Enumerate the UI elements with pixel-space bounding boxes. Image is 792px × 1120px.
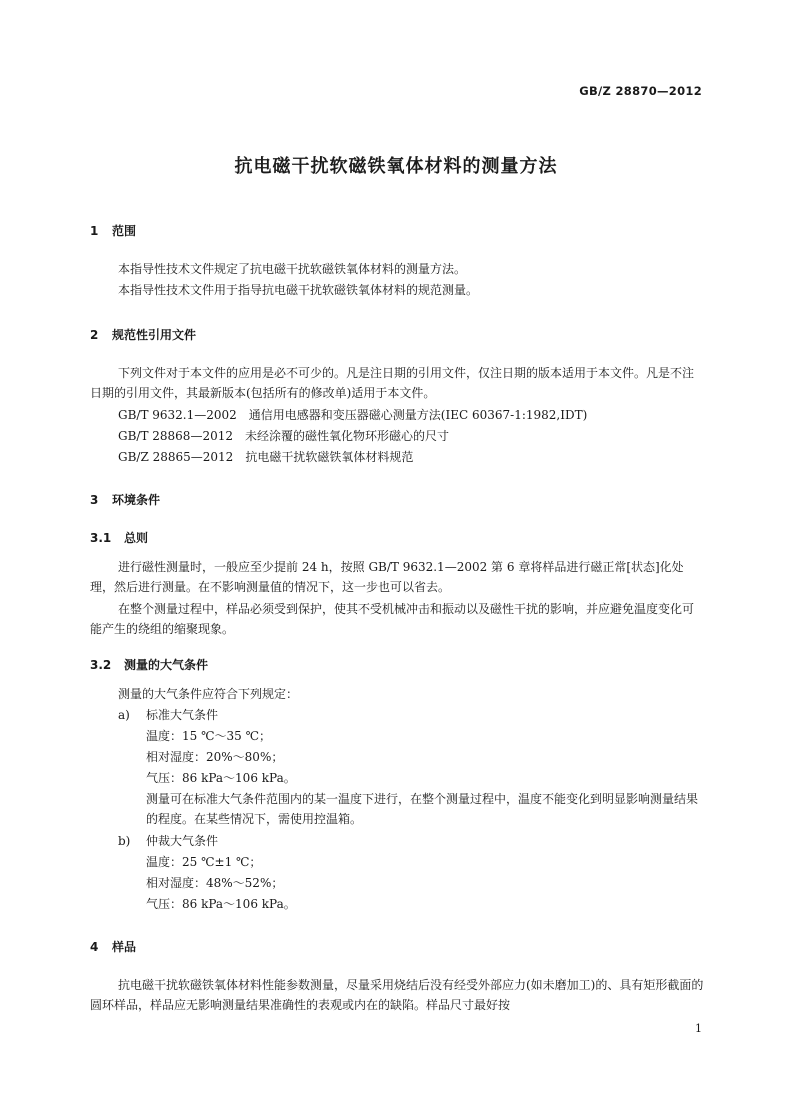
- section-number: 3.2: [90, 658, 112, 672]
- list-label: b): [118, 834, 131, 848]
- section-title: 规范性引用文件: [112, 328, 197, 342]
- paragraph: 测量的大气条件应符合下列规定：: [118, 687, 299, 701]
- list-item: 相对湿度：20%～80%；: [146, 750, 284, 764]
- list-title: 仲裁大气条件: [146, 834, 219, 848]
- paragraph: 下列文件对于本文件的应用是必不可少的。凡是注日期的引用文件，仅注日期的版本适用于本文件。凡是不注日期的引用文件，其最新版本(包括所有的修改单)适用于本文件。: [90, 366, 695, 400]
- paragraph: 测量可在标准大气条件范围内的某一温度下进行，在整个测量过程中，温度不能变化到明显影响测量结果的程度。在某些情况下，需使用控温箱。: [146, 792, 699, 826]
- paragraph: 进行磁性测量时，一般应至少提前 24 h，按照 GB/T 9632.1—2002 第 6 章将样品进行磁正常[状态]化处理，然后进行测量。在不影响测量值的情况下，这一步也可以省去。: [90, 560, 684, 594]
- standard-number: GB/Z 28870—2012: [579, 84, 702, 98]
- reference-item: GB/T 9632.1—2002 通信用电感器和变压器磁心测量方法(IEC 60367-1:1982,IDT): [118, 408, 588, 422]
- paragraph: 在整个测量过程中，样品必须受到保护，使其不受机械冲击和振动以及磁性干扰的影响，并应避免温度变化可能产生的绕组的缩聚现象。: [90, 602, 695, 636]
- section-title: 样品: [112, 940, 137, 954]
- document-title: 抗电磁干扰软磁铁氧体材料的测量方法: [234, 156, 558, 177]
- list-title: 标准大气条件: [146, 708, 219, 722]
- list-label: a): [118, 708, 130, 722]
- list-item: 气压：86 kPa～106 kPa。: [146, 897, 296, 911]
- section-title: 范围: [112, 224, 137, 238]
- paragraph: 抗电磁干扰软磁铁氧体材料性能参数测量，尽量采用烧结后没有经受外部应力(如未磨加工)的、具有矩形截面的圆环样品，样品应无影响测量结果准确性的表观或内在的缺陷。样品尺寸最好按: [90, 978, 704, 1012]
- reference-item: GB/T 28868—2012 未经涂覆的磁性氧化物环形磁心的尺寸: [118, 429, 449, 443]
- section-title: 测量的大气条件: [124, 658, 209, 672]
- section-2-heading: [90, 326, 196, 343]
- section-number: 3.1: [90, 531, 112, 545]
- paragraph: 本指导性技术文件用于指导抗电磁干扰软磁铁氧体材料的规范测量。: [118, 283, 479, 297]
- section-number: 3: [90, 493, 99, 507]
- paragraph: 本指导性技术文件规定了抗电磁干扰软磁铁氧体材料的测量方法。: [118, 262, 467, 276]
- section-3-2-heading: [90, 656, 208, 673]
- section-title: 环境条件: [112, 493, 161, 507]
- section-3-heading: [90, 491, 160, 508]
- list-item: 气压：86 kPa～106 kPa。: [146, 771, 296, 785]
- page-number: 1: [695, 1022, 702, 1035]
- list-item: 温度：25 ℃±1 ℃；: [146, 855, 262, 869]
- section-number: 2: [90, 328, 99, 342]
- list-item: 相对湿度：48%～52%；: [146, 876, 284, 890]
- section-1-heading: [90, 222, 136, 239]
- section-number: 4: [90, 940, 99, 954]
- section-4-heading: [90, 938, 136, 955]
- reference-item: GB/Z 28865—2012 抗电磁干扰软磁铁氧体材料规范: [118, 450, 414, 464]
- section-number: 1: [90, 224, 99, 238]
- section-3-1-heading: [90, 529, 148, 546]
- section-title: 总则: [124, 531, 149, 545]
- list-item: 温度：15 ℃～35 ℃；: [146, 729, 272, 743]
